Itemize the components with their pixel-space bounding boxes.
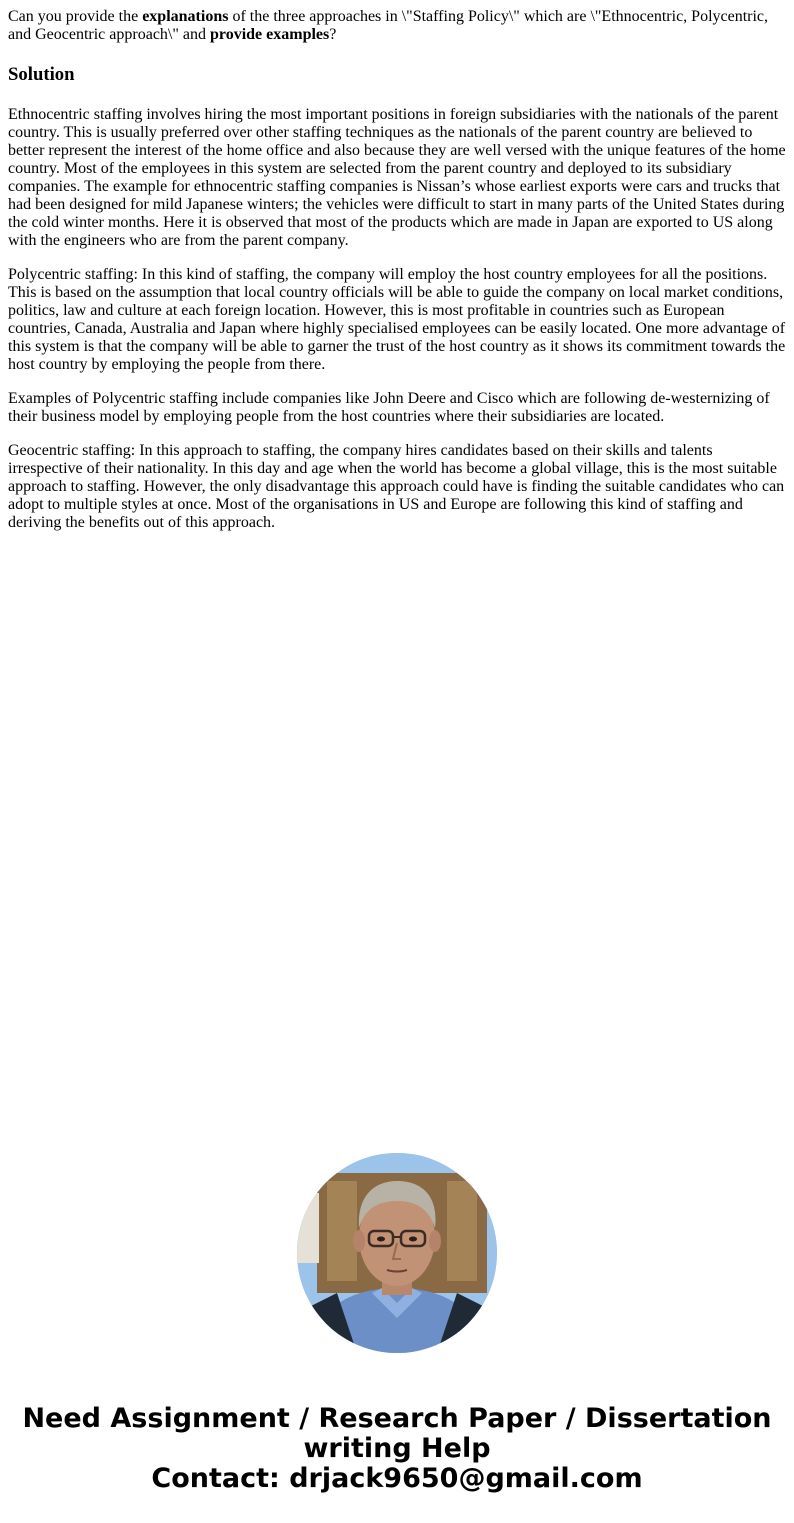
- profile-photo-icon: [297, 1153, 497, 1353]
- solution-paragraph-polycentric: Polycentric staffing: In this kind of staffing, the company will employ the host country employees for all the positions. This is based on the assumption that local country officials will be able to guide the company on local market conditions, politics, law and culture at each foreign location. However, this is most profitable in countries such as European countries, Canada, Australia and Japan where highly specialised employees can be easily located. One more advantage of this system is that the company will be able to garner the trust of the host country as it shows its commitment towards the host country by employing the people from there.: [8, 266, 786, 373]
- question-bold-examples: provide examples: [210, 26, 330, 43]
- promo-banner: [0, 1404, 794, 1494]
- question-part-2: of the three approaches in \"Staffing Policy\" which are \"Ethnocentric, Polycentric, and Geocentric approach\" and: [8, 8, 769, 43]
- question-text: [8, 8, 788, 44]
- promo-line-2: writing Help: [303, 1433, 491, 1464]
- solution-heading: Solution: [8, 64, 75, 85]
- question-part-3: ?: [329, 26, 337, 43]
- solution-paragraph-ethnocentric: Ethnocentric staffing involves hiring the most important positions in foreign subsidiaries with the nationals of the parent country. This is usually preferred over other staffing techniques as the nationals of the parent country are believed to better represent the interest of the home office and also because they are well versed with the unique features of the home country. Most of the employees in this system are selected from the parent country and deployed to its subsidiary companies. The example for ethnocentric staffing companies is Nissan’s whose earliest exports were cars and trucks that had been designed for mild Japanese winters; the vehicles were difficult to start in many parts of the United States during the cold winter months. Here it is observed that most of the products which are made in Japan are exported to US along with the engineers who are from the parent company.: [8, 106, 786, 249]
- solution-paragraph-polycentric-examples: Examples of Polycentric staffing include companies like John Deere and Cisco which are following de-westernizing of their business model by employing people from the host countries where their subsidiaries are located.: [8, 390, 770, 425]
- promo-contact: Contact: drjack9650@gmail.com: [151, 1463, 643, 1494]
- promo-line-1: Need Assignment / Research Paper / Dissertation: [22, 1403, 772, 1434]
- question-bold-explanations: explanations: [142, 8, 229, 25]
- document-body: [8, 8, 788, 548]
- solution-paragraph-geocentric: Geocentric staffing: In this approach to staffing, the company hires candidates based on their skills and talents irrespective of their nationality. In this day and age when the world has become a global village, this is the most suitable approach to staffing. However, the only disadvantage this approach could have is finding the suitable candidates who can adopt to multiple styles at once. Most of the organisations in US and Europe are following this kind of staffing and deriving the benefits out of this approach.: [8, 442, 785, 531]
- question-part-1: Can you provide the: [8, 8, 143, 25]
